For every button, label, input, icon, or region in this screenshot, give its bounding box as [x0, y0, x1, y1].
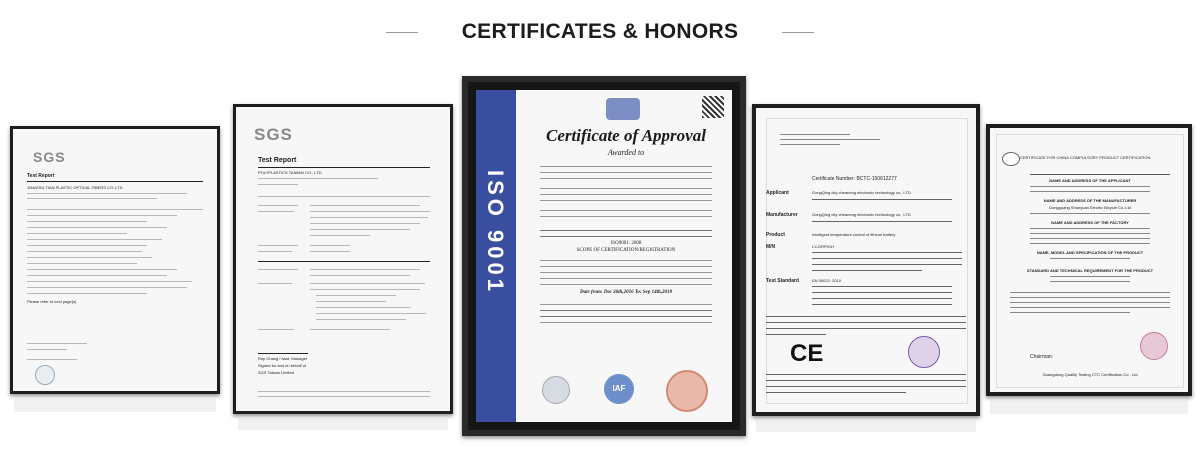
certificate-sgs-test-report-1 [13, 129, 217, 391]
manufacturer-heading: NAME AND ADDRESS OF THE MANUFACTURER [1043, 198, 1137, 203]
red-seal [666, 370, 708, 412]
ccc-logo [1002, 152, 1020, 166]
signature-line-2: Signed for and on behalf of [258, 363, 307, 368]
report-company: JIANGSU TIAN PLASTIC OPTICAL FIBERS CO.,LTD [27, 185, 123, 190]
manufacturer-company: Dongguang Shanyuan Electric Bicycle Co.,Ltd [1049, 205, 1131, 210]
issuer-footer: Guangdong Quality Testing CTC Certification Co., Ltd [1042, 372, 1138, 377]
certificate-number: Certificate Number: BCTC-150612277 [812, 176, 897, 182]
chairman-label: Chairman: [1030, 354, 1054, 360]
certificate-frame-5[interactable] [986, 124, 1192, 396]
standard: ISO9001: 2008 [610, 241, 642, 246]
report-heading: Test Report [258, 157, 297, 164]
sgs-stamp [35, 365, 55, 385]
signature-line-3: SGS Taiwan Limited [258, 370, 294, 375]
sgs-logo: SGS [254, 125, 293, 144]
title-rule-right [782, 32, 814, 33]
ccc-heading: CERTIFICATE FOR CHINA COMPULSORY PRODUCT CERTIFICATION [1020, 155, 1151, 160]
applicant-value: GongQing city cheaneng electronic technology co., LTD [812, 190, 911, 195]
scope-heading: SCOPE OF CERTIFICATION/REGISTRATION [576, 248, 676, 253]
applicant-label: Applicant [766, 190, 789, 196]
report-note: Please refer to next page(s) [27, 299, 77, 304]
red-stamp [1140, 332, 1168, 360]
product-value: Intelligent temperature control of lithium battery [812, 232, 896, 237]
accreditation-logo [542, 376, 570, 404]
product-heading: NAME, MODEL AND SPECIFICATION OF THE PRODUCT [1036, 250, 1144, 255]
product-label: Product [766, 232, 785, 238]
certificate-frame-3[interactable] [462, 76, 746, 436]
report-heading: Test Report [27, 173, 55, 179]
report-company: POLYPLASTICS TAIWAN CO., LTD [258, 170, 322, 175]
sgs-logo: SGS [33, 149, 66, 165]
certificate-sgs-test-report-2 [236, 107, 450, 411]
test-standard-value: EN 55022: 2010 [812, 278, 841, 283]
certificate-title: Certificate of Approval [546, 126, 706, 145]
certificate-of-approval [476, 90, 732, 422]
certificate-ce-compliance [756, 108, 976, 412]
section-header [0, 18, 1200, 48]
certificate-frame-4[interactable] [752, 104, 980, 416]
applicant-heading: NAME AND ADDRESS OF THE APPLICANT [1049, 178, 1131, 183]
model-label: M/N [766, 244, 776, 250]
validity-dates: Date from: Dec 26th,2016 To: Sep 14th,2018 [579, 290, 673, 295]
manufacturer-value: GongQing city cheaneng electronic technology co., LTD [812, 212, 911, 217]
top-emblem [606, 98, 640, 120]
iso-band [476, 90, 516, 422]
manufacturer-label: Manufacturer [766, 212, 798, 218]
iso-band-label: ISO 9001 [483, 170, 508, 295]
certificate-frame-2[interactable] [233, 104, 453, 414]
certificate-ccc [990, 128, 1188, 392]
certificate-frame-1[interactable] [10, 126, 220, 394]
standard-heading: STANDARD AND TECHNICAL REQUIREMENT FOR THE PRODUCT [1026, 268, 1154, 273]
factory-heading: NAME AND ADDRESS OF THE FACTORY [1051, 220, 1129, 225]
qr-code [702, 96, 724, 118]
awarded-to: Awarded to [607, 148, 645, 157]
page-title: CERTIFICATES & HONORS [461, 20, 739, 43]
signature-name: Rep Chang / Asst. Manager [258, 356, 308, 361]
ce-mark: CE [790, 340, 824, 367]
test-standard-label: Test Standard [766, 278, 799, 284]
iaf-badge-label: IAF [612, 384, 626, 393]
model-value: LX-DRP01H [812, 244, 835, 249]
bctc-stamp [908, 336, 940, 368]
